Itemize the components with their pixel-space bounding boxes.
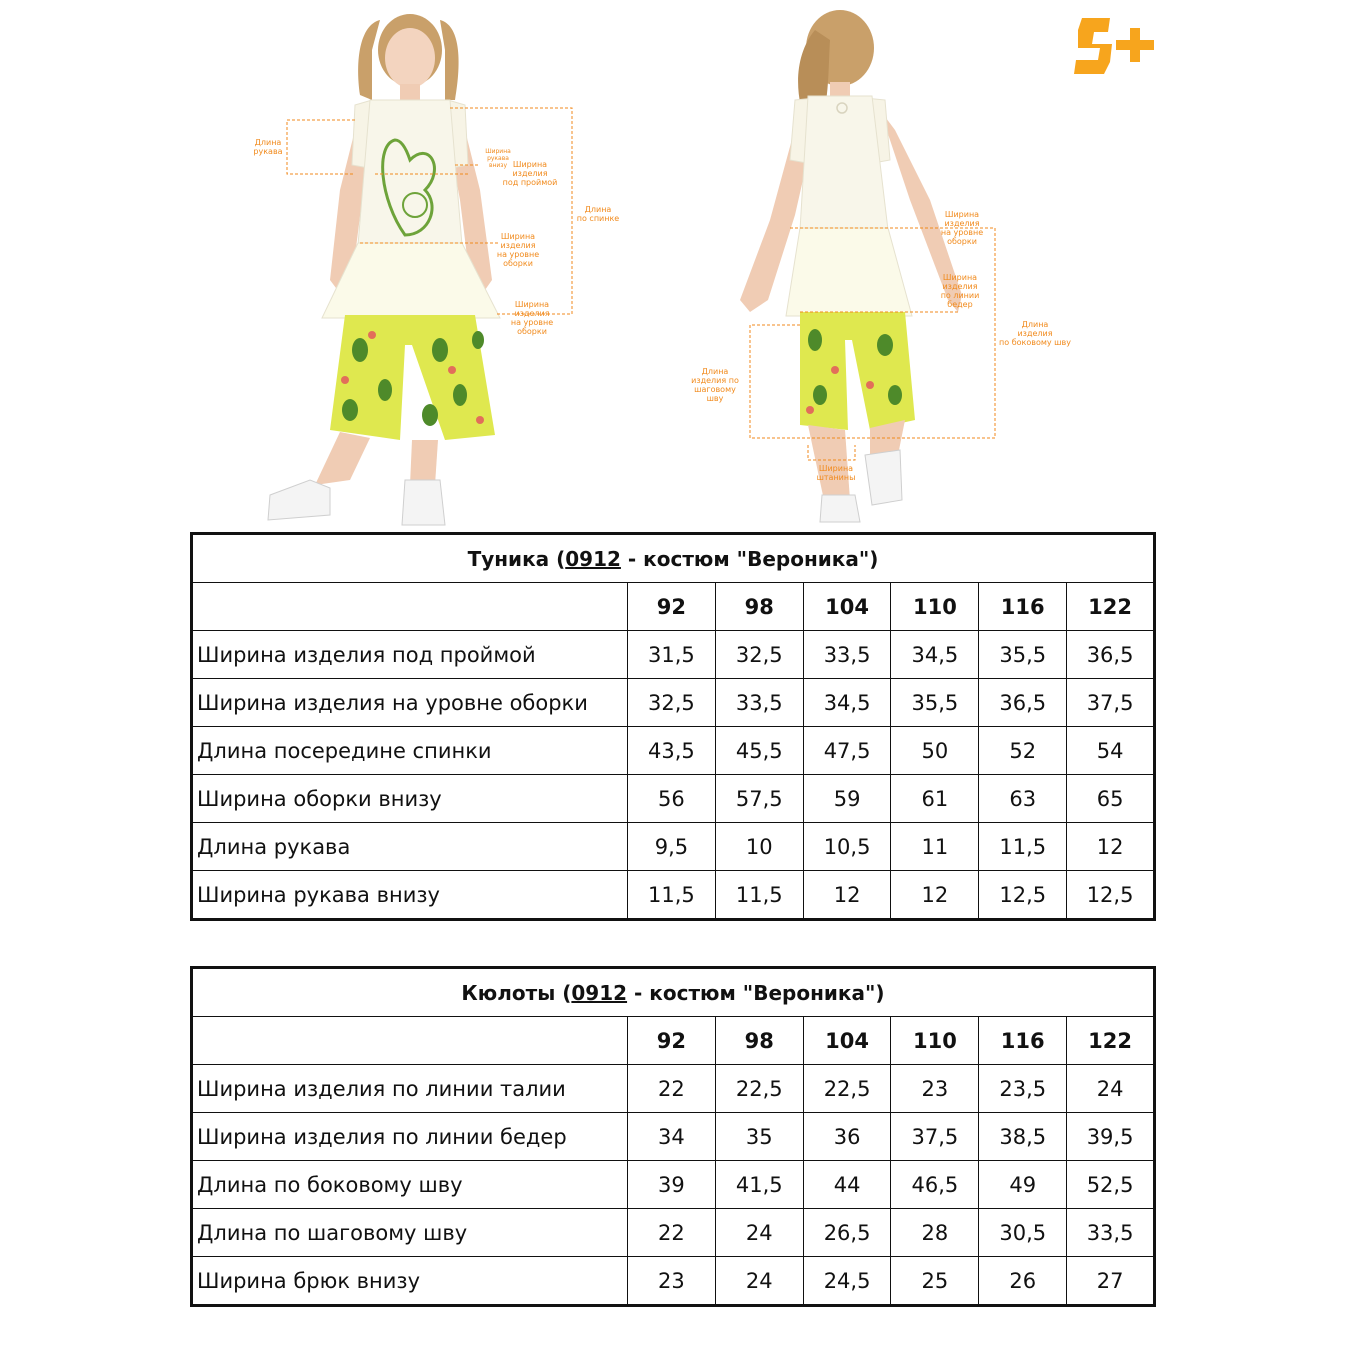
table-row: [192, 823, 1155, 871]
table-cell: 43,5: [628, 727, 716, 775]
table-cell: 47,5: [803, 727, 891, 775]
size-header: 116: [979, 583, 1067, 631]
table-cell: 38,5: [979, 1113, 1067, 1161]
table-cell: 33,5: [715, 679, 803, 727]
table-row: [192, 631, 1155, 679]
table-cell: 11,5: [628, 871, 716, 920]
table-cell: 52,5: [1067, 1161, 1155, 1209]
table-cell: 24,5: [803, 1257, 891, 1306]
size-header: 92: [628, 1017, 716, 1065]
table-cell: 61: [891, 775, 979, 823]
brand-logo: [1070, 10, 1160, 90]
tunic-rows: [192, 631, 1155, 920]
row-label: Ширина изделия на уровне оборки: [192, 679, 628, 727]
table-cell: 24: [715, 1257, 803, 1306]
table-cell: 36,5: [1067, 631, 1155, 679]
tunic-size-header: [192, 583, 1155, 631]
table-cell: 35,5: [979, 631, 1067, 679]
callout-back-length: Длина по спинке: [576, 205, 620, 223]
callout-inseam: Длина изделия по шаговому шву: [691, 367, 739, 403]
table-cell: 10,5: [803, 823, 891, 871]
table-cell: 26: [979, 1257, 1067, 1306]
table-cell: 22: [628, 1065, 716, 1113]
table-cell: 36,5: [979, 679, 1067, 727]
table-cell: 34: [628, 1113, 716, 1161]
table-cell: 46,5: [891, 1161, 979, 1209]
row-label: Ширина изделия по линии бедер: [192, 1113, 628, 1161]
size-header: 116: [979, 1017, 1067, 1065]
table-cell: 22,5: [715, 1065, 803, 1113]
callout-hip-line: Ширина изделия по линии бедер: [940, 273, 980, 309]
table-cell: 49: [979, 1161, 1067, 1209]
culottes-size-header: [192, 1017, 1155, 1065]
table-cell: 54: [1067, 727, 1155, 775]
row-label: Ширина рукава внизу: [192, 871, 628, 920]
table-row: [192, 871, 1155, 920]
table-row: [192, 1113, 1155, 1161]
table-row: [192, 1209, 1155, 1257]
table-cell: 10: [715, 823, 803, 871]
table-cell: 65: [1067, 775, 1155, 823]
table-cell: 41,5: [715, 1161, 803, 1209]
table-cell: 31,5: [628, 631, 716, 679]
table-row: [192, 775, 1155, 823]
table-cell: 34,5: [891, 631, 979, 679]
table-cell: 24: [715, 1209, 803, 1257]
back-model-figure: [740, 10, 962, 522]
table-cell: 36: [803, 1113, 891, 1161]
row-label: Длина по шаговому шву: [192, 1209, 628, 1257]
row-label: Длина по боковому шву: [192, 1161, 628, 1209]
table-row: [192, 1257, 1155, 1306]
callout-frill-width: Ширина изделия на уровне оборки: [496, 232, 540, 268]
table-cell: 37,5: [891, 1113, 979, 1161]
table-cell: 34,5: [803, 679, 891, 727]
callout-sleeve-length: Длина рукава: [253, 138, 283, 156]
table-cell: 33,5: [1067, 1209, 1155, 1257]
table-cell: 63: [979, 775, 1067, 823]
size-header: 92: [628, 583, 716, 631]
callout-sleeve-bottom: Ширина рукава внизу: [485, 148, 511, 169]
culottes-title-row: [192, 968, 1155, 1017]
table-cell: 52: [979, 727, 1067, 775]
table-cell: 28: [891, 1209, 979, 1257]
table-cell: 11,5: [715, 871, 803, 920]
size-header: 122: [1067, 583, 1155, 631]
table-cell: 12: [1067, 823, 1155, 871]
table-cell: 12: [803, 871, 891, 920]
callout-frill-level-back: Ширина изделия на уровне оборки: [940, 210, 984, 246]
table-cell: 12,5: [979, 871, 1067, 920]
table-row: [192, 1161, 1155, 1209]
size-header: 98: [715, 583, 803, 631]
table-cell: 32,5: [628, 679, 716, 727]
table-cell: 23: [628, 1257, 716, 1306]
table-cell: 33,5: [803, 631, 891, 679]
product-photo-area: [0, 0, 1346, 530]
tunic-title: Туника (0912 - костюм "Вероника"): [192, 534, 1155, 583]
table-cell: 23,5: [979, 1065, 1067, 1113]
table-cell: 30,5: [979, 1209, 1067, 1257]
table-cell: 32,5: [715, 631, 803, 679]
table-cell: 35,5: [891, 679, 979, 727]
table-cell: 9,5: [628, 823, 716, 871]
table-cell: 50: [891, 727, 979, 775]
row-label: Ширина изделия под проймой: [192, 631, 628, 679]
table-cell: 56: [628, 775, 716, 823]
size-header: 104: [803, 583, 891, 631]
front-model-figure: [268, 14, 500, 525]
size-header: 98: [715, 1017, 803, 1065]
tunic-title-row: [192, 534, 1155, 583]
table-row: [192, 679, 1155, 727]
callout-side-seam: Длина изделия по боковому шву: [999, 320, 1071, 347]
table-cell: 59: [803, 775, 891, 823]
table-cell: 35: [715, 1113, 803, 1161]
table-cell: 39: [628, 1161, 716, 1209]
table-cell: 39,5: [1067, 1113, 1155, 1161]
table-cell: 22: [628, 1209, 716, 1257]
row-label: Длина посередине спинки: [192, 727, 628, 775]
size-header: 110: [891, 1017, 979, 1065]
table-cell: 24: [1067, 1065, 1155, 1113]
callout-leg-width: Ширина штанины: [816, 464, 856, 482]
table-cell: 27: [1067, 1257, 1155, 1306]
table-cell: 26,5: [803, 1209, 891, 1257]
table-cell: 11: [891, 823, 979, 871]
table-cell: 57,5: [715, 775, 803, 823]
culottes-rows: [192, 1065, 1155, 1306]
size-header: 104: [803, 1017, 891, 1065]
table-row: [192, 727, 1155, 775]
callout-under-arm: Ширина изделия под проймой: [502, 160, 558, 187]
table-cell: 11,5: [979, 823, 1067, 871]
size-header: 110: [891, 583, 979, 631]
table-cell: 44: [803, 1161, 891, 1209]
row-label: Ширина брюк внизу: [192, 1257, 628, 1306]
table-cell: 25: [891, 1257, 979, 1306]
table-cell: 37,5: [1067, 679, 1155, 727]
row-label: Ширина изделия по линии талии: [192, 1065, 628, 1113]
callout-frill-width-low: Ширина изделия на уровне оборки: [510, 300, 554, 336]
table-cell: 23: [891, 1065, 979, 1113]
size-header: 122: [1067, 1017, 1155, 1065]
table-cell: 22,5: [803, 1065, 891, 1113]
table-row: [192, 1065, 1155, 1113]
table-cell: 45,5: [715, 727, 803, 775]
row-label: Ширина оборки внизу: [192, 775, 628, 823]
culottes-size-table: [190, 966, 1156, 1307]
table-cell: 12: [891, 871, 979, 920]
tunic-size-table: [190, 532, 1156, 921]
row-label: Длина рукава: [192, 823, 628, 871]
table-cell: 12,5: [1067, 871, 1155, 920]
culottes-title: Кюлоты (0912 - костюм "Вероника"): [192, 968, 1155, 1017]
